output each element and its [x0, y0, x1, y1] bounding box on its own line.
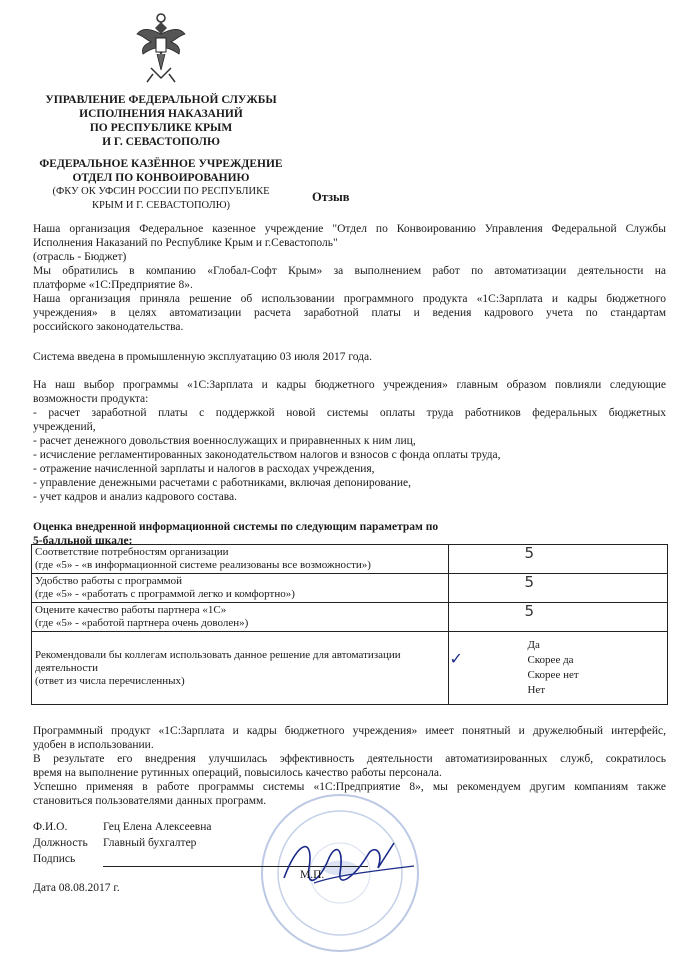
emblem-icon [133, 8, 189, 88]
org-header [20, 93, 302, 149]
org-line: И Г. СЕВАСТОПОЛЮ [102, 136, 220, 148]
dept-line: ОТДЕЛ ПО КОНВОИРОВАНИЮ [72, 172, 250, 184]
question-cell [32, 545, 449, 574]
text-line: Наша организация Федеральное казенное учреждение "Отдел по Конвоированию Управления Федеральной Службы [33, 223, 666, 235]
question-hint: (где «5» - «работать с программой легко и комфортно») [35, 588, 295, 600]
option-da: Да [527, 639, 540, 651]
list-item: - управление денежными расчетами с работниками, включая депонирование, [33, 477, 412, 489]
option-skoree-net: Скорее нет [527, 669, 579, 681]
document-title: Отзыв [312, 190, 350, 204]
question-text: Оцените качество работы партнера «1С» [35, 604, 227, 616]
evaluation-title-line: Оценка внедренной информационной системы по следующим параметрам по [33, 521, 439, 533]
choice-paragraph [33, 378, 666, 504]
text-line: платформе «1С:Предприятие 8». [33, 279, 193, 291]
question-hint: (где «5» - «в информационной системе реализованы все возможности») [35, 559, 371, 571]
fio-value: Гец Елена Алексеевна [103, 821, 212, 833]
text-line: Программный продукт «1С:Зарплата и кадры бюджетного учреждения» имеет понятный и дружелюбный интерфейс, [33, 725, 666, 737]
text-line: Успешно применяя в работе программы системы «1С:Предприятие 8», мы рекомендуем другим компаниям также [33, 781, 666, 793]
sign-label: Подпись [33, 853, 76, 865]
list-item: - расчет денежного довольствия военнослужащих и приравненных к ним лиц, [33, 435, 416, 447]
org-line: ПО РЕСПУБЛИКЕ КРЫМ [89, 122, 233, 134]
dept-header [20, 157, 302, 213]
text-line: время на выполнение рутинных операций, повысилось качество работы персонала. [33, 767, 442, 779]
text-line: Исполнения Наказаний по Республике Крым и г.Севастополь" [33, 237, 338, 249]
question-text: Соответствие потребностям организации [35, 546, 229, 558]
option-net: Нет [527, 684, 546, 696]
question-text: Удобство работы с программой [35, 575, 183, 587]
text-line: становиться пользователями данных программ. [33, 795, 267, 807]
text-line: учреждения» в целях автоматизации расчета заработной платы и ведения кадрового учета по стандартам [33, 307, 666, 319]
score-cell [449, 603, 668, 632]
text-line: (отрасль - Бюджет) [33, 251, 127, 263]
dept-abbr-line: (ФКУ ОК УФСИН РОССИИ ПО РЕСПУБЛИКЕ [52, 186, 270, 197]
score-value: 5 [524, 544, 534, 562]
text-line: возможности продукта: [33, 393, 149, 405]
list-item: - исчисление регламентированных законодательством налогов и взносов с фонда оплаты труда, [33, 449, 501, 461]
position-label: Должность [33, 837, 88, 849]
score-value: 5 [524, 602, 534, 620]
options-cell [449, 632, 668, 705]
date-text: Дата 08.08.2017 г. [33, 882, 120, 894]
intro-paragraph [33, 222, 666, 334]
list-item: учреждений, [33, 421, 96, 433]
position-value: Главный бухгалтер [103, 837, 197, 849]
fio-label: Ф.И.О. [33, 821, 68, 833]
question-hint: (где «5» - «работой партнера очень доволен») [35, 617, 249, 629]
evaluation-table [31, 544, 668, 705]
question-cell [32, 574, 449, 603]
score-value: 5 [524, 573, 534, 591]
dept-line: ФЕДЕРАЛЬНОЕ КАЗЁННОЕ УЧРЕЖДЕНИЕ [39, 158, 283, 170]
list-item: - отражение начисленной зарплаты и налогов в расходах учреждения, [33, 463, 375, 475]
score-cell [449, 574, 668, 603]
dept-abbr-line: КРЫМ И Г. СЕВАСТОПОЛЮ) [91, 200, 231, 211]
launch-text: Система введена в промышленную эксплуатацию 03 июля 2017 года. [33, 351, 373, 363]
org-line: УПРАВЛЕНИЕ ФЕДЕРАЛЬНОЙ СЛУЖБЫ [45, 94, 277, 106]
text-line: российского законодательства. [33, 321, 184, 333]
text-line: В результате его внедрения улучшилась эффективность деятельности автоматизированных служб, сократилось [33, 753, 666, 765]
text-line: Мы обратились в компанию «Глобал-Софт Крым» за выполнением работ по автоматизации деятельности на [33, 265, 666, 277]
signature-scribble-icon [274, 828, 464, 898]
question-text: деятельности [35, 661, 98, 674]
question-cell [32, 603, 449, 632]
org-line: ИСПОЛНЕНИЯ НАКАЗАНИЙ [79, 108, 243, 120]
checkmark-icon: ✓ [449, 651, 463, 668]
text-line: На наш выбор программы «1С:Зарплата и кадры бюджетного учреждения» главным образом повлияли следующие [33, 379, 666, 391]
evaluation-title-line: 5-балльной шкале: [33, 535, 133, 547]
question-cell [32, 632, 449, 705]
text-line: Наша организация приняла решение об использовании программного продукта «1С:Зарплата и кадры бюджетного [33, 293, 666, 305]
list-item: - учет кадров и анализ кадрового состава. [33, 491, 238, 503]
score-cell [449, 545, 668, 574]
table-row [32, 545, 668, 574]
question-text: Рекомендовали бы коллегам использовать данное решение для автоматизации [35, 648, 401, 661]
mp-label: М.П. [300, 869, 325, 881]
text-line: удобен в использовании. [33, 739, 154, 751]
option-skoree-da: Скорее да [527, 654, 574, 666]
table-row [32, 632, 668, 705]
question-hint: (ответ из числа перечисленных) [35, 674, 185, 687]
table-row [32, 603, 668, 632]
table-row [32, 574, 668, 603]
list-item: - расчет заработной платы с поддержкой новой системы оплаты труда работников федеральных бюджетных [33, 407, 666, 419]
